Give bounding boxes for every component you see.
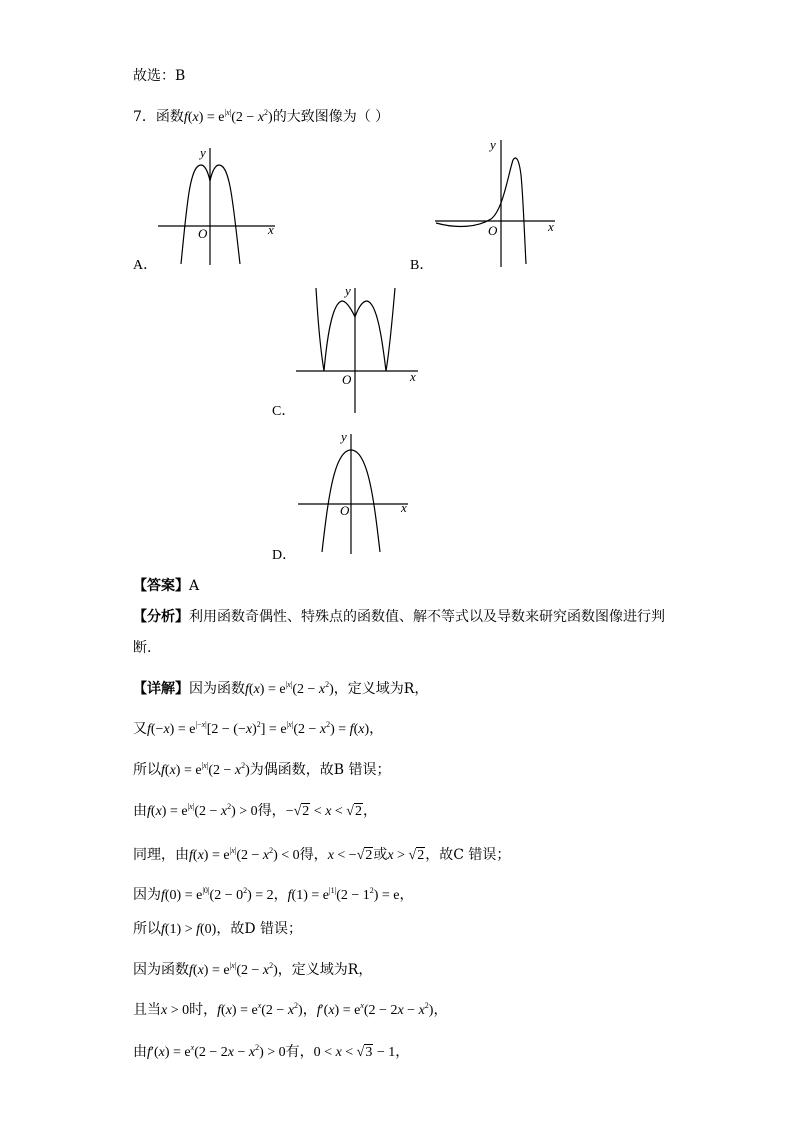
detail-text: 同理，由 — [133, 847, 189, 863]
analysis-line-2: 断. — [133, 640, 152, 656]
formula: $f(x) = e^x(2 - x^2)$ — [217, 1001, 303, 1018]
detail-line-5 — [133, 841, 510, 866]
formula: $f(x) = e^{|x|}(2 - x^2)$ — [161, 761, 250, 778]
detail-text: ， — [369, 721, 384, 737]
formula: $f'(x) = e^x(2 - 2x - x^2)$ — [316, 1001, 434, 1018]
question-suffix: 的大致图像为（ ） — [272, 109, 390, 125]
detail-text: 得， — [257, 803, 286, 819]
graph-option-d — [296, 430, 416, 560]
y-label: y — [200, 145, 206, 160]
analysis-text: 利用函数奇偶性、特殊点的函数值、解不等式以及导数来研究函数图像进行判 — [189, 609, 665, 625]
detail-text: 所以 — [133, 762, 161, 778]
formula: x < −√2 — [327, 848, 373, 863]
detail-text: ， — [433, 1002, 448, 1018]
detail-line-7 — [133, 919, 302, 940]
y-label: y — [345, 283, 351, 298]
origin-label: O — [340, 503, 350, 518]
detail-text: 有， — [285, 1044, 314, 1060]
formula: f(1) > f(0) — [161, 922, 217, 937]
detail-text: ， — [302, 1002, 317, 1018]
graph-option-b — [433, 135, 563, 270]
formula: $f(x) = e^{|x|}(2 - x^2)$ — [245, 680, 334, 697]
x-label: x — [268, 222, 274, 237]
detail-text: ，定义域为R， — [333, 681, 429, 697]
detail-text: 由 — [133, 803, 147, 819]
answer-tag: 【答案】 — [133, 578, 189, 594]
graph-option-a — [155, 143, 280, 268]
detail-text: 又 — [133, 721, 147, 737]
detail-line-10 — [133, 1038, 409, 1063]
origin-label: O — [488, 223, 498, 238]
detail-text: ，故C 错误； — [425, 847, 511, 863]
detail-line-9 — [133, 996, 447, 1021]
y-label: y — [341, 429, 347, 444]
detail-tag: 【详解】 — [133, 681, 189, 697]
detail-text: ，故D 错误； — [216, 921, 303, 937]
detail-text: 且当 — [133, 1002, 161, 1018]
question-formula: $f(x) = e^{|x|}(2 - x^2)$ — [183, 108, 273, 125]
detail-text: ， — [395, 1044, 410, 1060]
formula: $f(1) = e^{|1|}(2 - 1^2) = e$ — [287, 886, 400, 903]
formula: x > √2 — [387, 848, 425, 863]
origin-label: O — [198, 226, 208, 241]
detail-text: 因为函数 — [133, 962, 189, 978]
detail-text: 因为 — [133, 887, 161, 903]
detail-text: 由 — [133, 1044, 147, 1060]
formula: $f(0) = e^{|0|}(2 - 0^2) = 2$ — [161, 886, 274, 903]
x-label: x — [548, 219, 554, 234]
detail-text: ， — [363, 803, 377, 819]
question-prefix: 函数 — [155, 109, 184, 125]
detail-text: ，定义域为R， — [277, 962, 373, 978]
formula: $f'(x) = e^x(2 - 2x - x^2) > 0$ — [147, 1043, 286, 1060]
formula: $f(-x) = e^{|-x|}[2 - (-x)^2] = e^{|x|}(2 - x^2) = f(x)$ — [147, 720, 370, 737]
formula: x > 0 — [161, 1003, 190, 1018]
detail-line-8 — [133, 956, 372, 981]
formula: $f(x) = e^{|x|}(2 - x^2) > 0$ — [147, 802, 258, 819]
detail-text: 得， — [299, 847, 328, 863]
origin-label: O — [342, 372, 352, 387]
formula: $f(x) = e^{|x|}(2 - x^2) < 0$ — [189, 846, 300, 863]
question-number: 7． — [133, 109, 156, 125]
detail-line-3 — [133, 756, 391, 781]
detail-line-1 — [133, 675, 428, 700]
analysis-tag: 【分析】 — [133, 609, 189, 625]
detail-text: 为偶函数，故B 错误； — [249, 762, 391, 778]
x-label: x — [401, 500, 407, 515]
detail-text: 时， — [189, 1002, 218, 1018]
question-7 — [133, 103, 389, 128]
detail-line-2 — [133, 715, 383, 740]
answer-line — [133, 576, 199, 596]
formula: −√2 < x < √2 — [285, 804, 362, 819]
detail-line-4 — [133, 797, 377, 822]
option-b-label: B． — [410, 258, 434, 273]
detail-text: 所以 — [133, 921, 161, 937]
detail-text: 因为函数 — [189, 681, 245, 697]
answer-value: A — [189, 578, 200, 594]
option-d-label: D． — [272, 548, 297, 563]
graph-option-c — [294, 283, 424, 418]
x-label: x — [410, 369, 416, 384]
curve-b — [436, 158, 526, 264]
y-label: y — [490, 137, 496, 152]
formula: 0 < x < √3 − 1 — [313, 1045, 396, 1060]
analysis-line — [133, 607, 665, 627]
formula: $f(x) = e^{|x|}(2 - x^2)$ — [189, 961, 278, 978]
detail-text: 或 — [373, 847, 388, 863]
detail-text: ， — [399, 887, 414, 903]
option-c-label: C． — [272, 404, 296, 419]
previous-answer: 故选：B — [133, 68, 186, 84]
detail-line-6 — [133, 881, 414, 906]
detail-text: ， — [273, 887, 288, 903]
option-a-label: A． — [133, 258, 158, 273]
